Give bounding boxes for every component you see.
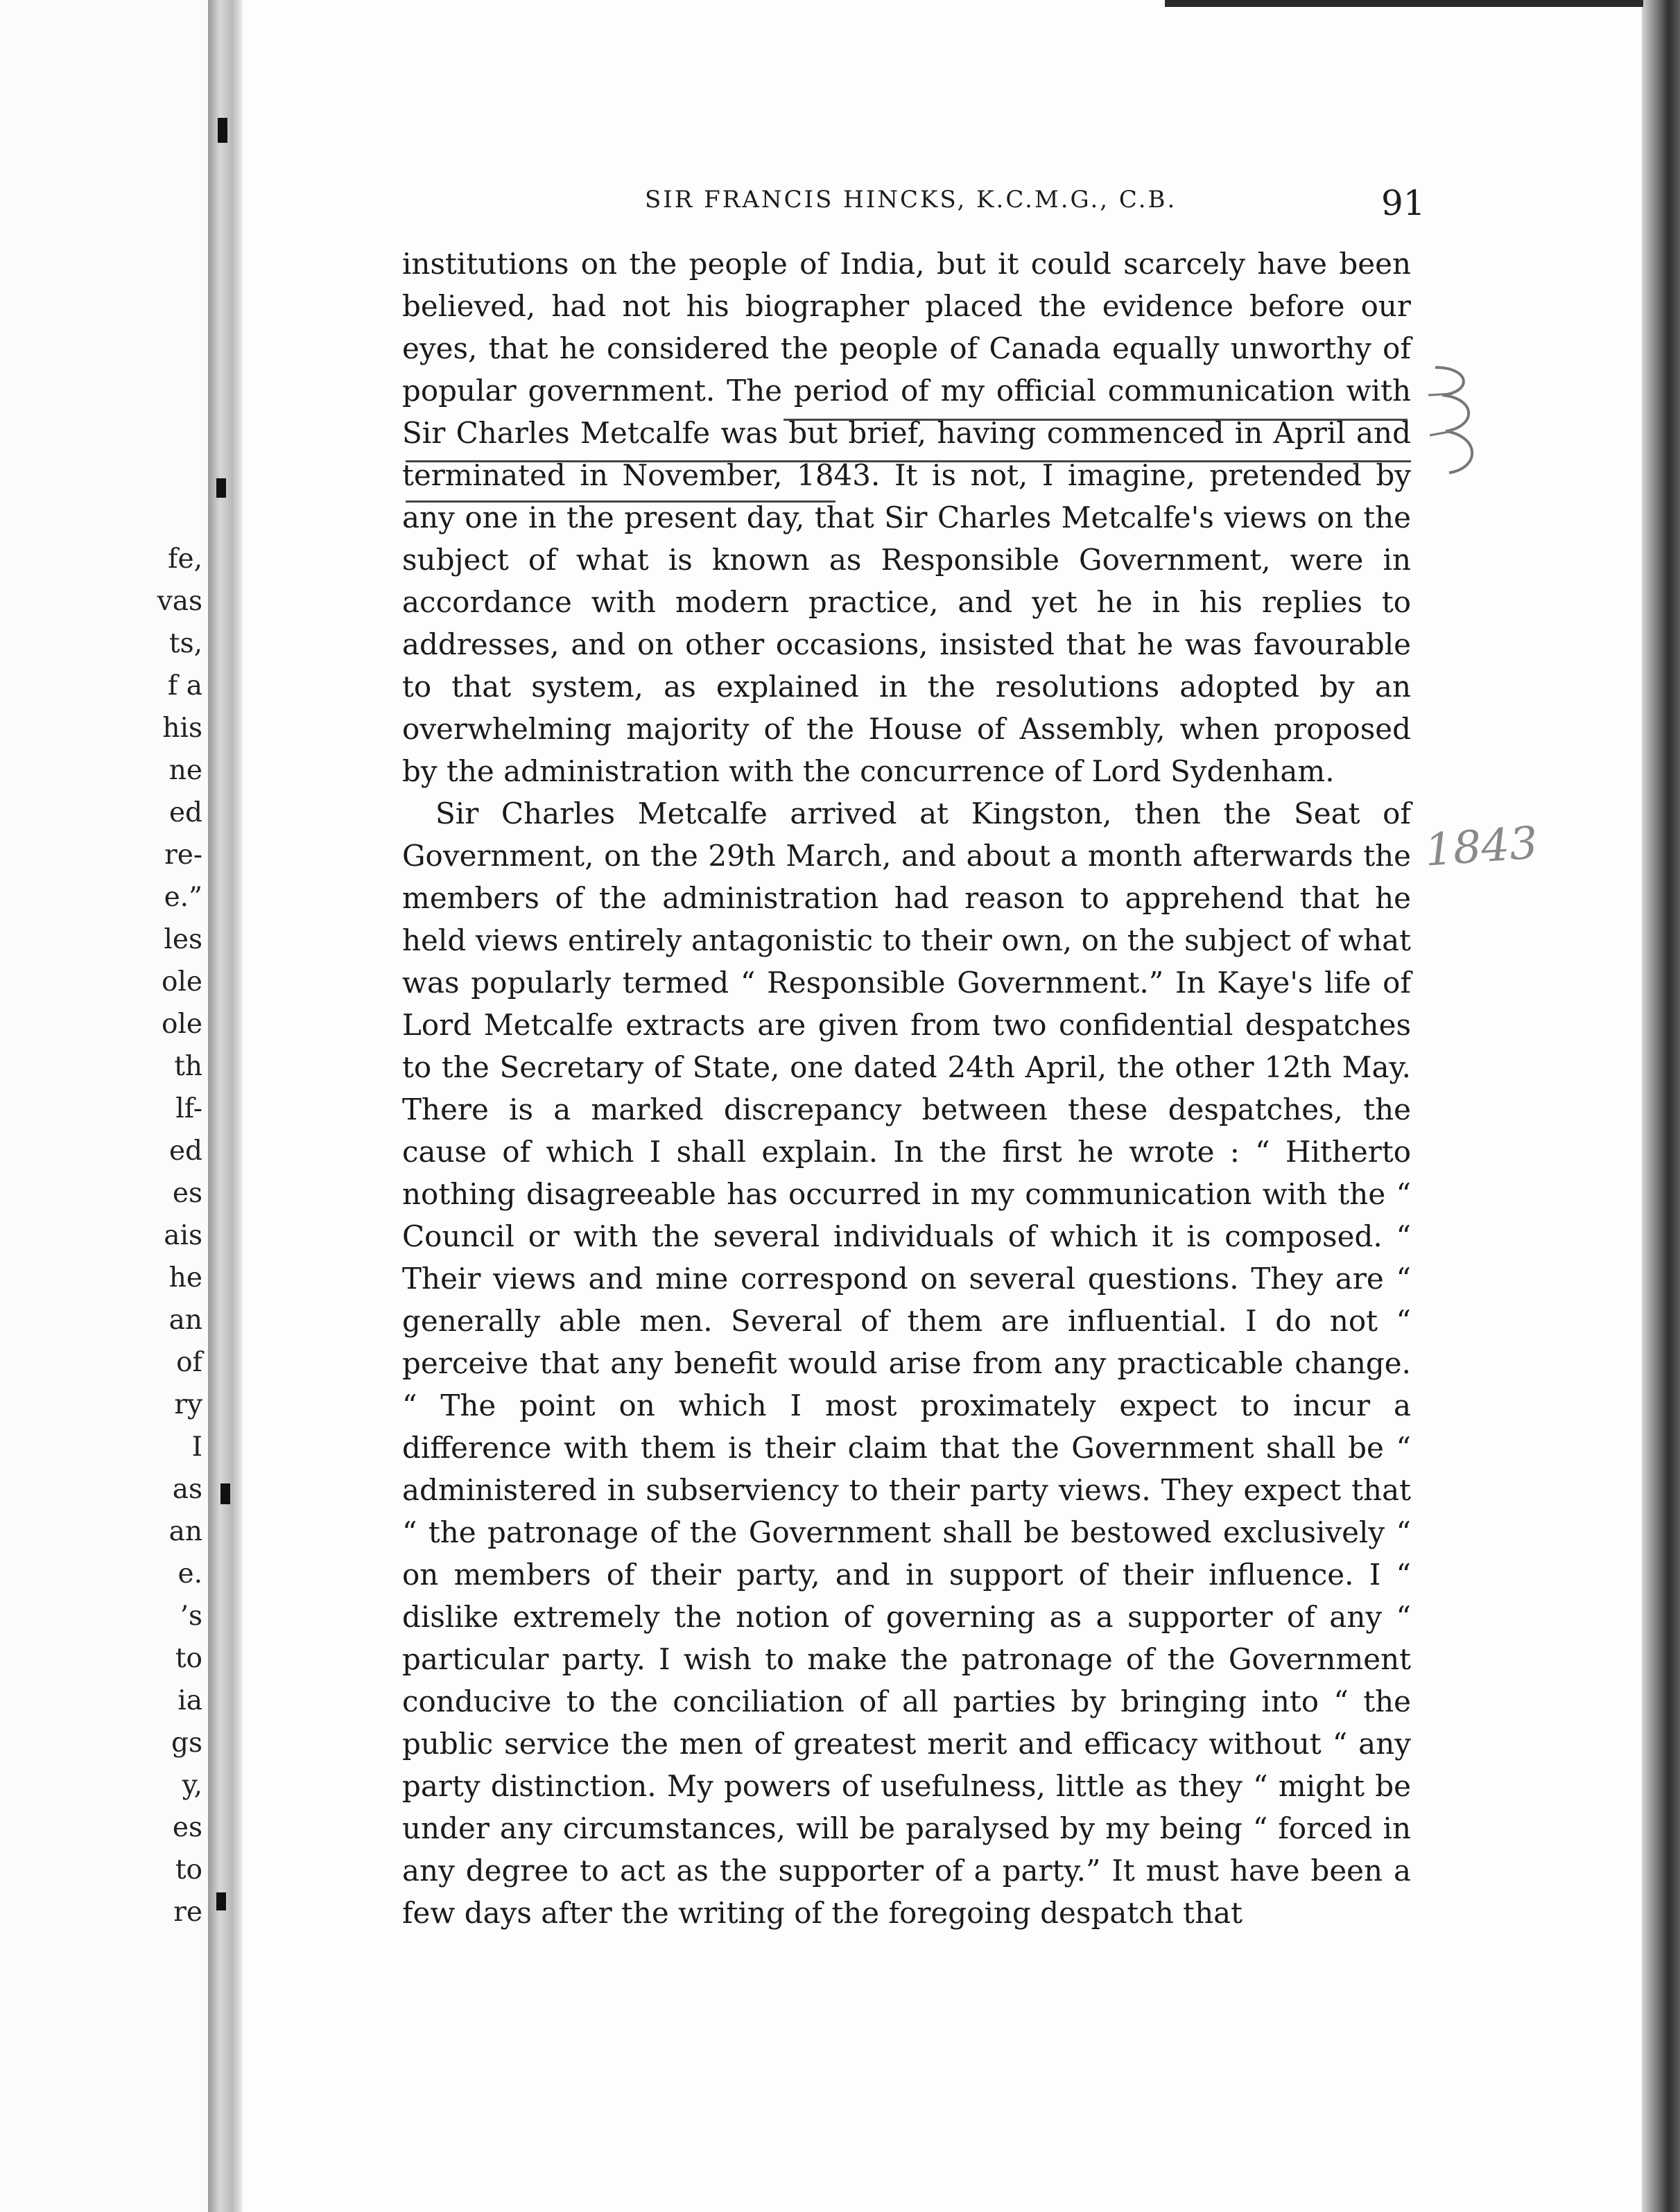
binding-mark [220,1483,230,1504]
left-page-fragment: ne [168,755,202,786]
left-page-fragment: y, [182,1770,202,1801]
left-page-fragment: e. [177,1558,202,1590]
paragraph-2: Sir Charles Metcalfe arrived at Kingston, then the Seat of Government, on the 29th March, and about a month afterwards the members of the administration had reason to apprehend that he held views entirely antagonistic to their own, on the subject of what was popularly termed “ Responsible Government.” In Kaye's life of Lord Metcalfe extracts are given from two confidential despatches to the Secretary of State, one dated 24th April, the other 12th May. There is a marked discrepancy between these despatches, the cause of which I shall explain. In the first he wrote : “ Hitherto nothing disagreeable has occurred in my communication with the “ Council or with the several individuals of which it is composed. “ Their views and mine correspond on several questions. They are “ generally able men. Several of them are influential. I do not “ perceive that any benefit would arise from any practicable change. “ The point on which I most proximately expect to incur a difference with them is their claim that the Government shall be “ administered in subserviency to their party views. They expect that “ the patronage of the Government shall be bestowed exclusively “ on members of their party, and in support of their influence. I “ dislike extremely the notion of governing as a supporter of any “ particular party. I wish to make the patronage of the Government conducive to the conciliation of all parties by bringing into “ the public service the men of greatest merit and efficacy without “ any party distinction. My powers of usefulness, little as they “ might be under any circumstances, will be paralysed by my being “ forced in any degree to act as the supporter of a party.” It must have been a few days after the writing of the foregoing despatch that [402,796,1411,1930]
binding-mark [218,118,227,143]
left-page-fragment: ed [168,1135,202,1167]
left-page-fragment: e.” [164,882,202,913]
left-page [0,0,208,2212]
paragraph-1: institutions on the people of India, but it could scarcely have been believed, had not his biographer placed the evidence before our eyes, that he considered the people of Canada equally unworthy of popular government. The period of my official communication with Sir Charles Metcalfe was but brief, having commenced in April and terminated in November, 1843. It is not, I imagine, pretended by any one in the present day, that Sir Charles Metcalfe's views on the subject of what is known as Responsible Government, were in accordance with modern practice, and yet he in his replies to addresses, and on other occasions, insisted that he was favourable to that system, as explained in the resolutions adopted by an overwhelming majority of the House of Assembly, when proposed by the administration with the concurrence of Lord Sydenham. [402,247,1411,788]
left-page-fragment: re- [164,839,202,871]
binding-mark [216,478,226,498]
left-page-fragment: as [172,1474,202,1505]
pencil-underline [406,500,835,503]
left-page-fragment: ole [161,966,202,998]
left-page-fragment: les [164,924,202,955]
page-edge-shadow [1642,0,1680,2212]
left-page-fragment: ’s [180,1601,202,1632]
left-page-fragment: an [168,1305,202,1336]
left-page-fragment: ia [177,1685,202,1716]
left-page-fragment: lf- [175,1093,202,1124]
left-page-fragment: es [172,1178,202,1209]
pencil-bracket-marks [1421,354,1518,506]
left-page-fragment: re [173,1897,202,1928]
left-page-fragment: es [172,1812,202,1843]
left-page-fragment: to [175,1643,202,1674]
pencil-underline [406,460,1411,462]
left-page-fragment: to [175,1854,202,1886]
book-gutter [208,0,243,2212]
pencil-underline [783,419,1408,421]
left-page-fragment: ed [168,797,202,828]
top-edge-shadow [1165,0,1643,7]
left-page-fragment: ais [164,1220,202,1251]
left-page-fragment: f a [167,670,202,702]
page-number: 91 [1381,183,1426,223]
left-page-fragment: ts, [168,628,202,659]
left-page-fragment: fe, [168,543,202,575]
left-page-fragment: ole [161,1009,202,1040]
left-page-fragment: an [168,1516,202,1547]
body-text [402,243,1411,1934]
left-page-fragment: his [162,713,202,744]
margin-annotation: 1843 [1423,817,1540,877]
left-page-fragment: I [191,1431,202,1463]
left-page-fragment: of [176,1347,202,1378]
left-page-fragment: ry [174,1389,202,1420]
left-page-text-fragments [157,538,202,1933]
left-page-fragment: vas [157,586,202,617]
left-page-fragment: gs [171,1727,202,1759]
left-page-fragment: th [174,1051,202,1082]
running-head: SIR FRANCIS HINCKS, K.C.M.G., C.B. [645,186,1177,214]
left-page-fragment: he [168,1262,202,1294]
binding-mark [216,1892,226,1910]
